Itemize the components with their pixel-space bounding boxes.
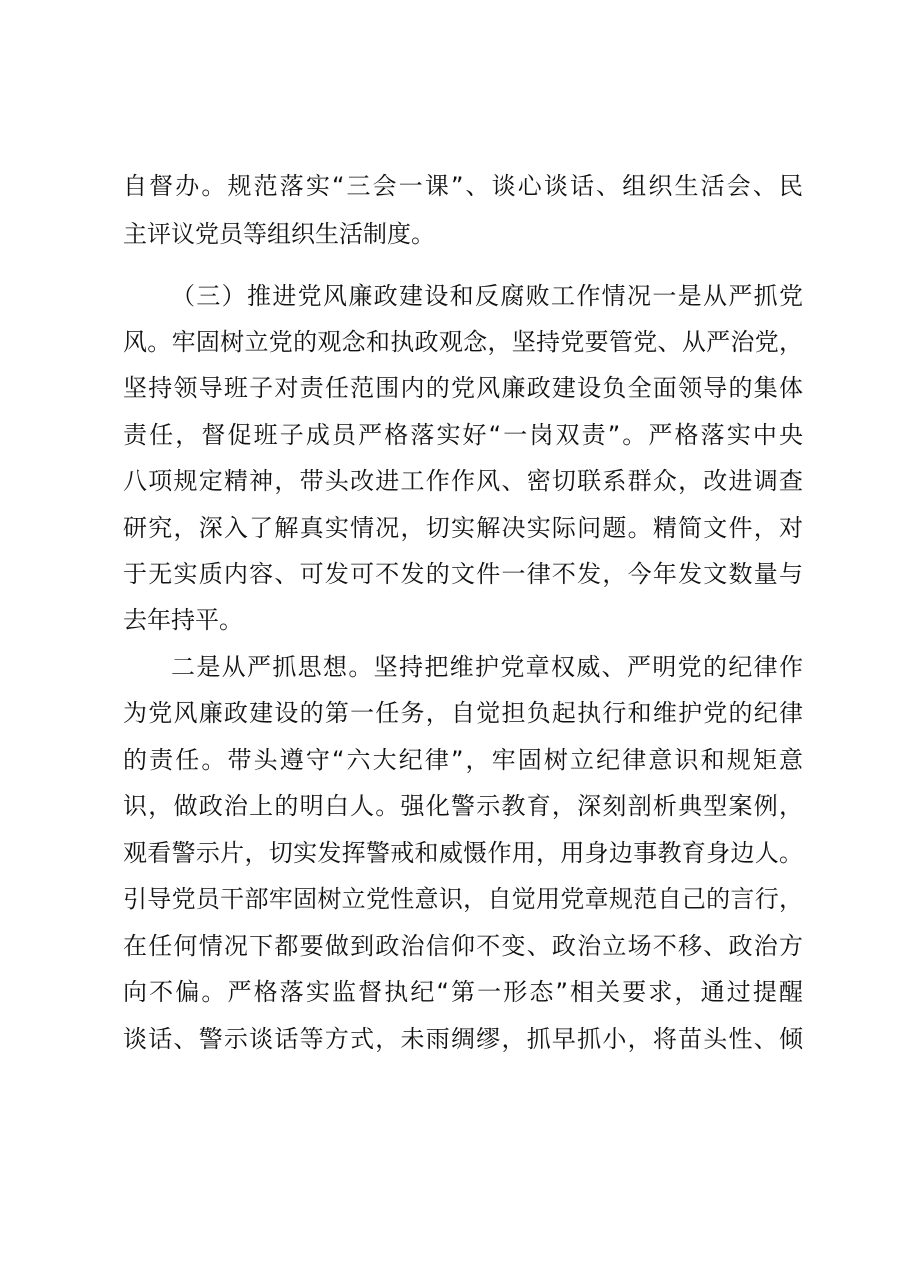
text-line: 引导党员干部牢固树立党性意识，自觉用党章规范自己的言行， bbox=[123, 885, 803, 913]
text-line: 在任何情况下都要做到政治信仰不变、政治立场不移、政治方 bbox=[123, 932, 803, 960]
text-line: 自督办。规范落实“三会一课”、谈心谈话、组织生活会、民 bbox=[123, 172, 803, 200]
text-line: 责任，督促班子成员严格落实好“一岗双责”。严格落实中央 bbox=[123, 421, 803, 449]
text-line: 去年持平。 bbox=[123, 606, 243, 634]
text-line: 主评议党员等组织生活制度。 bbox=[123, 220, 435, 248]
text-line: 识，做政治上的明白人。强化警示教育，深刻剖析典型案例， bbox=[123, 792, 803, 820]
paragraph-heading-line: （三）推进党风廉政建设和反腐败工作情况一是从严抓党 bbox=[171, 282, 803, 310]
text-line: 的责任。带头遵守“六大纪律”，牢固树立纪律意识和规矩意 bbox=[123, 746, 803, 774]
text-line: 八项规定精神，带头改进工作作风、密切联系群众，改进调查 bbox=[123, 467, 803, 495]
text-line: 为党风廉政建设的第一任务，自觉担负起执行和维护党的纪律 bbox=[123, 699, 803, 727]
text-line: 向不偏。严格落实监督执纪“第一形态”相关要求，通过提醒 bbox=[123, 978, 803, 1006]
text-line: 研究，深入了解真实情况，切实解决实际问题。精简文件，对 bbox=[123, 514, 803, 542]
text-line: 坚持领导班子对责任范围内的党风廉政建设负全面领导的集体 bbox=[123, 374, 803, 402]
text-line: 于无实质内容、可发可不发的文件一律不发，今年发文数量与 bbox=[123, 560, 803, 588]
text-line: 谈话、警示谈话等方式，未雨绸缪，抓早抓小，将苗头性、倾 bbox=[123, 1025, 803, 1053]
paragraph-start-line: 二是从严抓思想。坚持把维护党章权威、严明党的纪律作 bbox=[171, 653, 803, 681]
text-line: 风。牢固树立党的观念和执政观念，坚持党要管党、从严治党， bbox=[123, 328, 803, 356]
text-line: 观看警示片，切实发挥警戒和威慑作用，用身边事教育身边人。 bbox=[123, 839, 803, 867]
